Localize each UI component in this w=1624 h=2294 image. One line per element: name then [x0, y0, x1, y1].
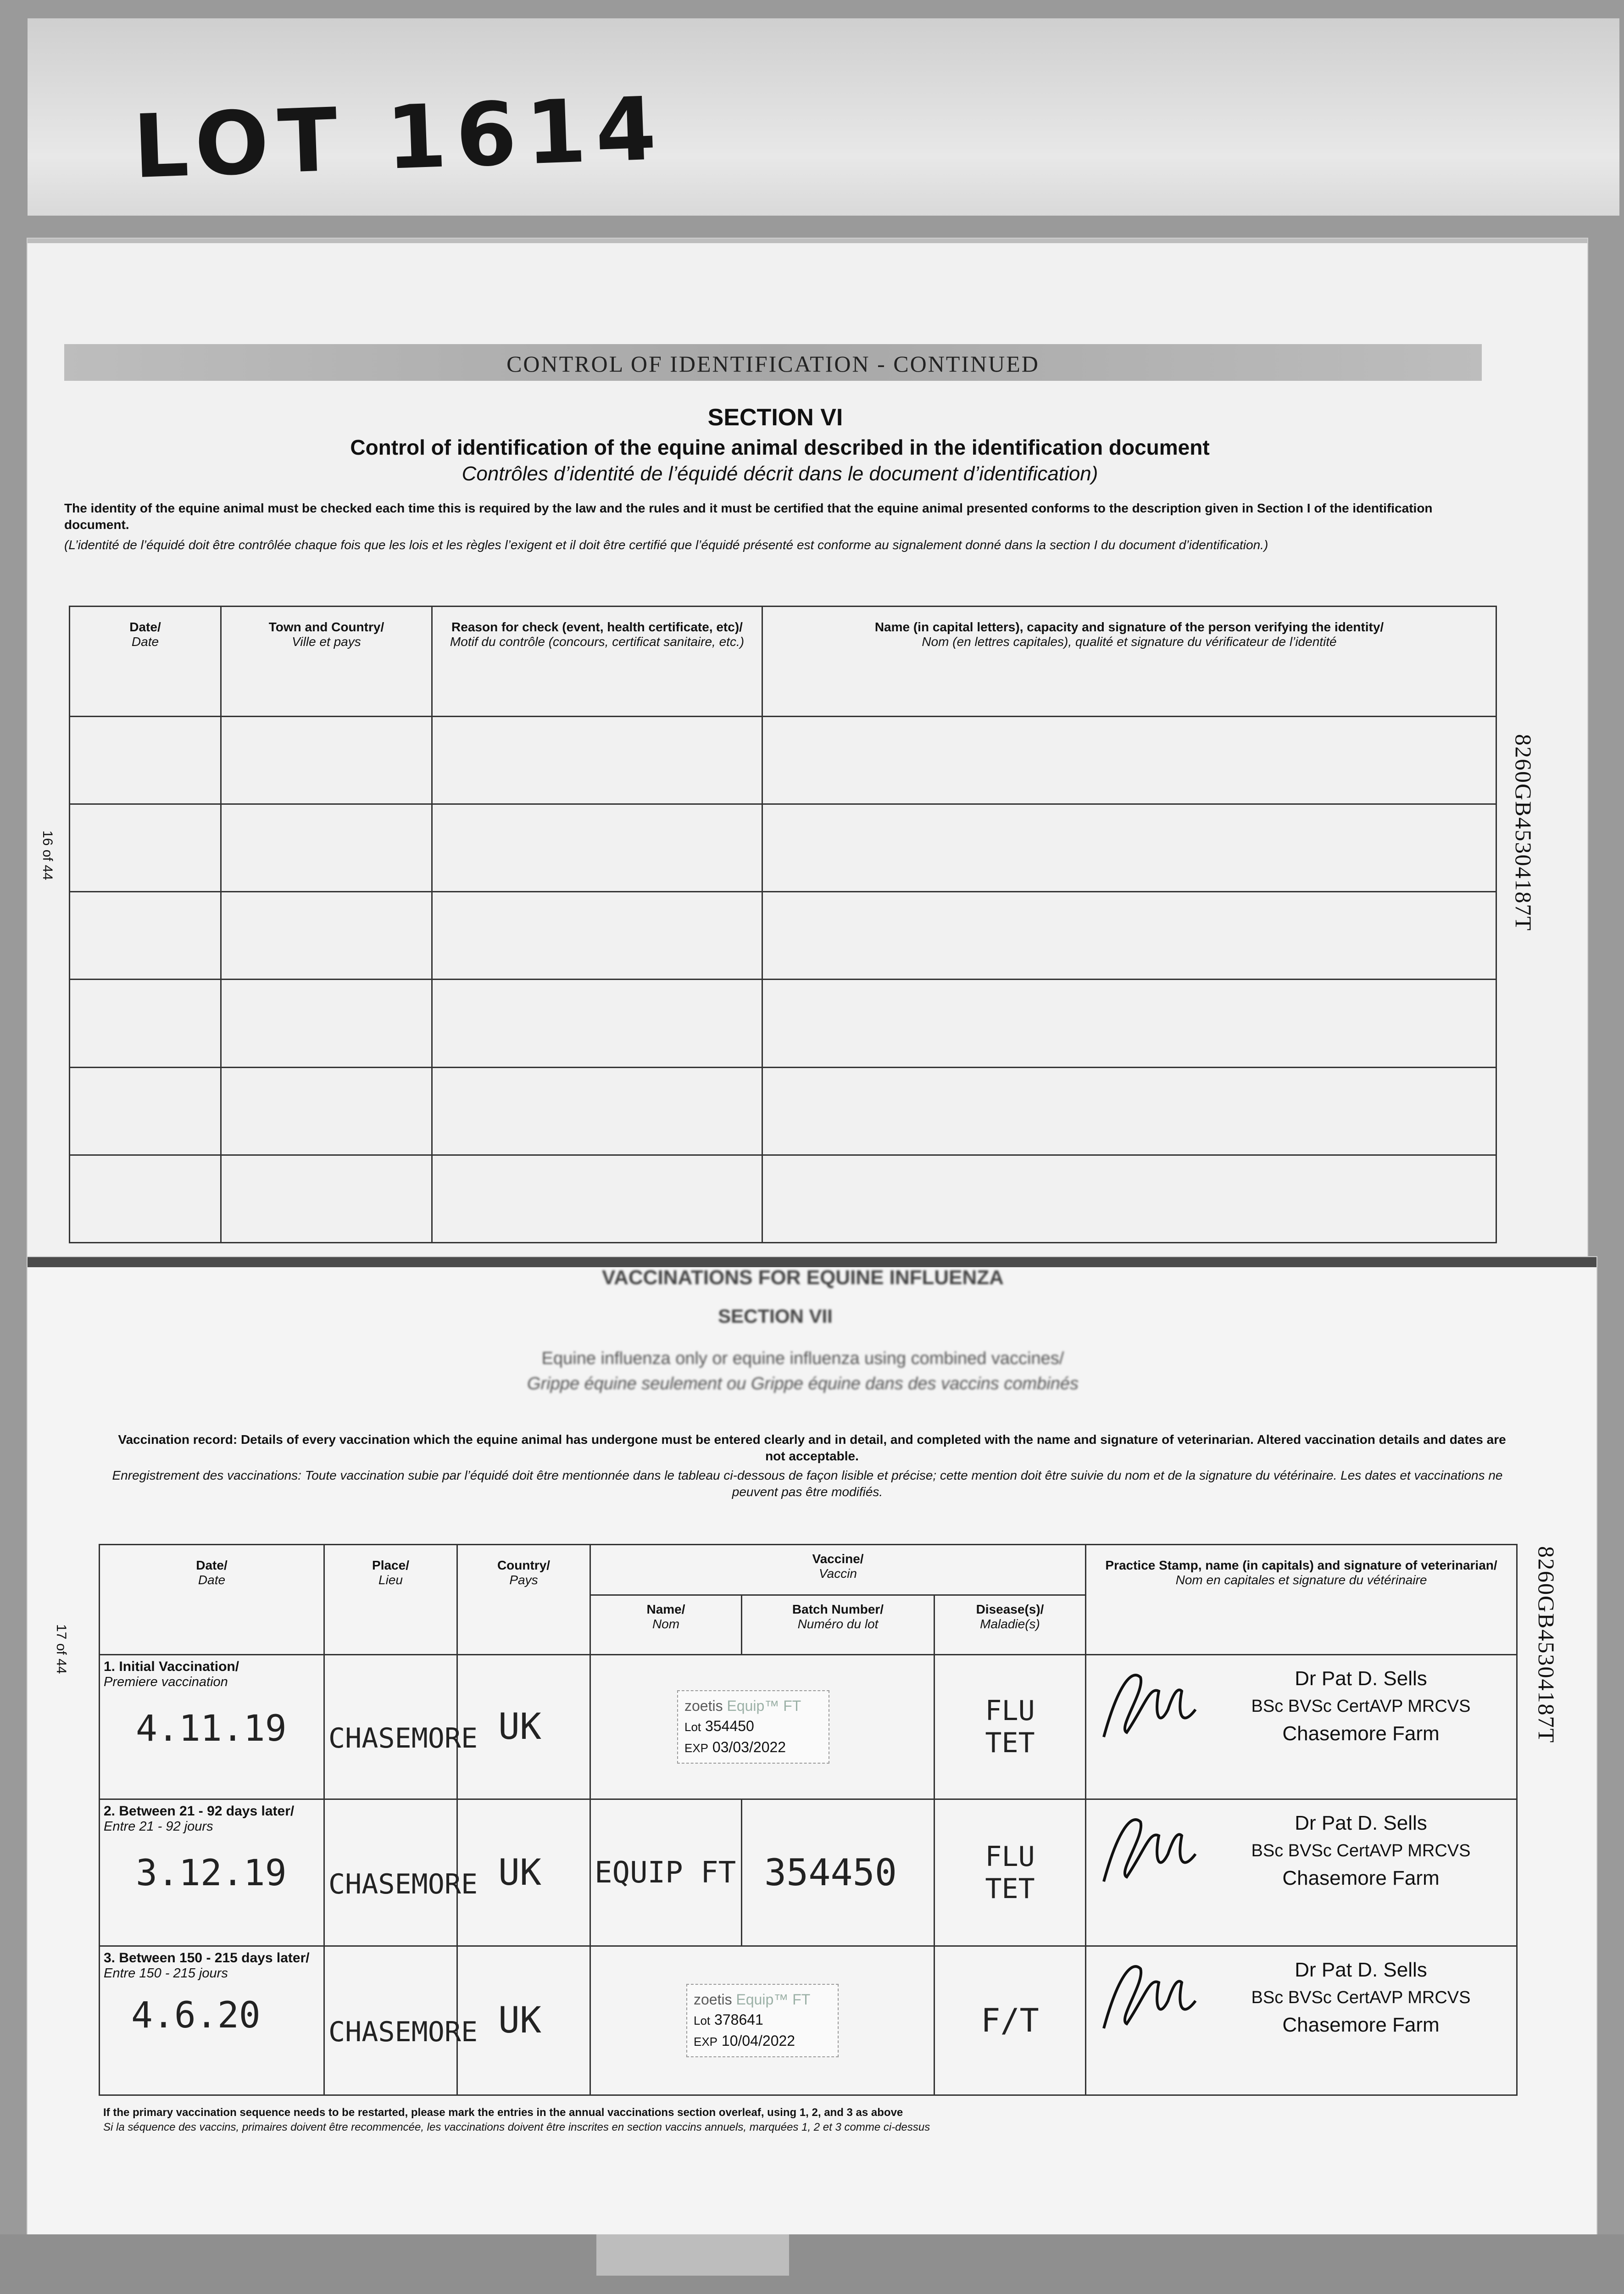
- page-number-17: 17 of 44: [54, 1624, 69, 1674]
- section-vi-instruction-en: The identity of the equine animal must be checked each time this is required by the law and the rules and it must be certified that the equine animal presented conforms to the description given in Section I of the identification document.: [64, 501, 1433, 532]
- id-code-top: 8260GB45304187T: [1511, 734, 1536, 931]
- id-code-bottom: 8260GB45304187T: [1534, 1546, 1559, 1743]
- col-date: Date/ Date: [100, 1545, 324, 1655]
- section-vi-title-en: Control of identification of the equine animal described in the identification document: [350, 435, 1210, 459]
- country-cell: UK: [457, 1655, 590, 1799]
- table-row: [100, 1655, 1517, 1799]
- vet-practice: Chasemore Farm: [1282, 1722, 1440, 1745]
- place-cell: CHASEMORE: [324, 1946, 457, 2095]
- identification-table: [69, 606, 1497, 1243]
- col-vaccine: Vaccine/ Vaccin: [590, 1545, 1086, 1595]
- batch-cell: 354450: [742, 1799, 934, 1946]
- vet-stamp-cell: [1086, 1655, 1517, 1799]
- vet-name: Dr Pat D. Sells: [1295, 1667, 1427, 1690]
- vet-signature: [1090, 1659, 1209, 1753]
- col-stamp: Practice Stamp, name (in capitals) and signature of veterinarian/ Nom en capitales et signature du vétérinaire: [1086, 1545, 1517, 1655]
- section-vii-title-fr: Grippe équine seulement ou Grippe équine dans des vaccins combinés: [527, 1374, 1079, 1393]
- disease-cell: F/T: [934, 1946, 1086, 2095]
- col-name: Name (in capital letters), capacity and signature of the person verifying the identity/ Nom (en lettres capitales), qualité et signature du vérificateur de l’identité: [762, 607, 1496, 717]
- section-vii-instruction-en: Vaccination record: Details of every vaccination which the equine animal has undergone must be entered clearly and in detail, and completed with the name and signature of veterinarian. Altered vaccination details and dates are not acceptable.: [118, 1432, 1506, 1463]
- table-row: [70, 804, 1496, 892]
- vet-practice: Chasemore Farm: [1282, 2013, 1440, 2036]
- paper-scrap: [596, 2234, 789, 2276]
- vet-name: Dr Pat D. Sells: [1295, 1811, 1427, 1834]
- place-cell: CHASEMORE: [324, 1655, 457, 1799]
- footer-en: If the primary vaccination sequence needs to be restarted, please mark the entries in the annual vaccinations section overleaf, using 1, 2, and 3 as above: [103, 2106, 903, 2119]
- col-country: Country/ Pays: [457, 1545, 590, 1655]
- section-vi-instruction-fr: (L’identité de l’équidé doit être contrôlée chaque fois que les lois et les règles l’exigent et il doit être certifié que l’équidé présenté est conforme au signalement donné dans la section I du document d’identification.): [64, 538, 1268, 552]
- col-place: Place/ Lieu: [324, 1545, 457, 1655]
- table-row: [70, 717, 1496, 804]
- disease-cell: FLU TET: [934, 1799, 1086, 1946]
- section-vii-title: SECTION VII: [718, 1305, 833, 1327]
- col-disease: Disease(s)/ Maladie(s): [934, 1595, 1086, 1655]
- disease-cell: FLU TET: [934, 1655, 1086, 1799]
- vet-stamp-cell: [1086, 1946, 1517, 2095]
- vet-quals: BSc BVSc CertAVP MRCVS: [1251, 1841, 1471, 1860]
- country-cell: UK: [457, 1946, 590, 2095]
- table-row: [100, 1946, 1517, 2095]
- vet-signature: [1090, 1950, 1209, 2044]
- col-date: Date/ Date: [70, 607, 221, 717]
- vaccine-label-cell: [590, 1655, 934, 1799]
- col-town: Town and Country/ Ville et pays: [221, 607, 432, 717]
- vaccine-name-cell: EQUIP FT: [590, 1799, 742, 1946]
- table-row: [70, 980, 1496, 1067]
- country-cell: UK: [457, 1799, 590, 1946]
- section-vi-title-fr: Contrôles d’identité de l’équidé décrit dans le document d’identification): [462, 462, 1098, 485]
- vet-practice: Chasemore Farm: [1282, 1866, 1440, 1889]
- table-row: [70, 1067, 1496, 1155]
- row-date-cell: 2. Between 21 - 92 days later/ Entre 21 - 92 jours 3.12.19: [100, 1799, 324, 1946]
- vaccination-date: 3.12.19: [136, 1853, 287, 1894]
- vaccination-table: [99, 1544, 1518, 2096]
- section-vi-title: SECTION VI: [707, 404, 843, 431]
- vet-stamp-cell: [1086, 1799, 1517, 1946]
- section-vii-title-en: Equine influenza only or equine influenza using combined vaccines/: [541, 1349, 1064, 1368]
- section-vii-instruction-fr: Enregistrement des vaccinations: Toute vaccination subie par l’équidé doit être mentionnée dans le tableau ci-dessous de façon lisible et précise; cette mention doit être suivie du nom et de la signature du vétérinaire. Les dates et vaccinations ne peuvent pas être modifiés.: [112, 1468, 1503, 1499]
- col-vaccine-name: Name/ Nom: [590, 1595, 742, 1655]
- page-number-16: 16 of 44: [40, 830, 55, 880]
- vet-quals: BSc BVSc CertAVP MRCVS: [1251, 1696, 1471, 1716]
- vaccination-date: 4.11.19: [136, 1708, 287, 1749]
- table-row: [70, 892, 1496, 980]
- vet-quals: BSc BVSc CertAVP MRCVS: [1251, 1988, 1471, 2007]
- vet-signature: [1090, 1804, 1209, 1898]
- place-cell: CHASEMORE: [324, 1799, 457, 1946]
- table-row: [100, 1799, 1517, 1946]
- background-bottom: [0, 2234, 1624, 2294]
- col-reason: Reason for check (event, health certificate, etc)/ Motif du contrôle (concours, certificat sanitaire, etc.): [432, 607, 762, 717]
- vet-name: Dr Pat D. Sells: [1295, 1958, 1427, 1981]
- col-batch: Batch Number/ Numéro du lot: [742, 1595, 934, 1655]
- row-date-cell: 1. Initial Vaccination/ Premiere vaccination 4.11.19: [100, 1655, 324, 1799]
- footer-fr: Si la séquence des vaccins, primaires doivent être recommencée, les vaccinations doivent être inscrites en section vaccins annuels, marquées 1, 2 et 3 comme ci-dessus: [103, 2121, 930, 2133]
- section-vi-heading: CONTROL OF IDENTIFICATION - CONTINUED: [64, 344, 1482, 381]
- vaccine-sticker: zoetis Equip™ FT Lot 378641 EXP 10/04/2022: [686, 1984, 839, 2057]
- row-date-cell: 3. Between 150 - 215 days later/ Entre 150 - 215 jours 4.6.20: [100, 1946, 324, 2095]
- vaccination-date: 4.6.20: [131, 1995, 261, 2036]
- lot-label: LOT 1614: [131, 78, 667, 198]
- table-row: [70, 1155, 1496, 1242]
- vaccine-label-cell: [590, 1946, 934, 2095]
- vaccine-sticker: zoetis Equip™ FT Lot 354450 EXP 03/03/2022: [677, 1690, 829, 1764]
- section-vii-heading: VACCINATIONS FOR EQUINE INFLUENZA: [602, 1266, 1004, 1289]
